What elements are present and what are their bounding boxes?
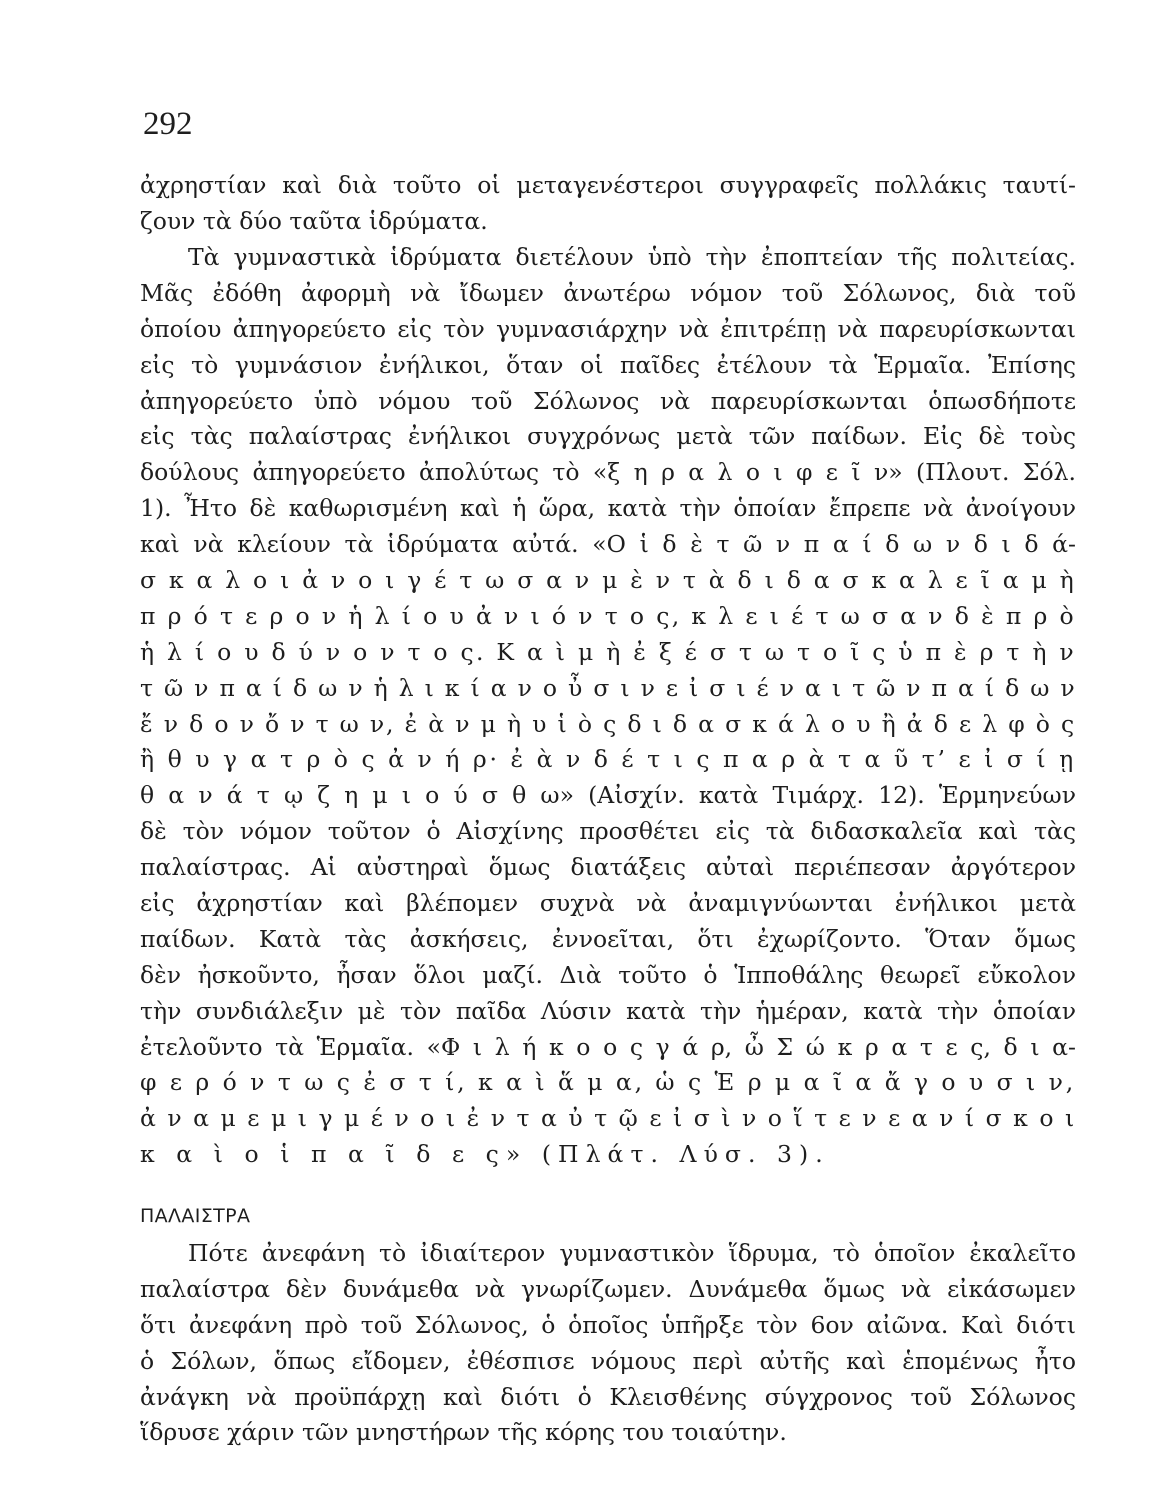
paragraph-palaestra	[140, 1236, 1076, 1451]
text-line: δούλους ἀπηγορεύετο ἀπολύτως τὸ «ξ η ρ α λ ο ι φ ε ῖ ν» (Πλουτ. Σόλ.	[140, 458, 1076, 487]
text-line: καὶ νὰ κλείουν τὰ ἱδρύματα αὐτά. «Ο ἱ δ ὲ τ ῶ ν π α ί δ ω ν δ ι δ ά-	[140, 530, 1076, 559]
text-line: δὲ τὸν νόμον τοῦτον ὁ Αἰσχίνης προσθέτει εἰς τὰ διδασκαλεῖα καὶ τὰς	[140, 817, 1076, 846]
text-line: ἐτελοῦντο τὰ Ἑρμαῖα. «Φ ι λ ή κ ο ο ς γ ά ρ, ὦ Σ ώ κ ρ α τ ε ς, δ ι α-	[140, 1032, 1076, 1061]
text-line: σ κ α λ ο ι ἀ ν ο ι γ έ τ ω σ α ν μ ὲ ν τ ὰ δ ι δ α σ κ α λ ε ῖ α μ ὴ	[140, 566, 1076, 595]
text-line: ἀχρηστίαν καὶ διὰ τοῦτο οἱ μεταγενέστεροι συγγραφεῖς πολλάκις ταυτί-	[140, 171, 1076, 199]
text-line: εἰς τὸ γυμνάσιον ἐνήλικοι, ὅταν οἱ παῖδες ἐτέλουν τὰ Ἑρμαῖα. Ἐπίσης	[140, 350, 1076, 379]
text-line: ζουν τὰ δύο ταῦτα ἱδρύματα.	[140, 206, 488, 235]
section-heading: ΠΑΛΑΙΣΤΡΑ	[140, 1205, 251, 1227]
text-line: Μᾶς ἐδόθη ἀφορμὴ νὰ ἴδωμεν ἀνωτέρω νόμον τοῦ Σόλωνος, διὰ τοῦ	[140, 278, 1076, 307]
page-number: 292	[143, 106, 193, 142]
text-line: φ ε ρ ό ν τ ω ς ἐ σ τ ί, κ α ὶ ἅ μ α, ὡ ς Ἑ ρ μ α ῖ α ἄ γ ο υ σ ι ν,	[140, 1068, 1076, 1097]
text-line: τὴν συνδιάλεξιν μὲ τὸν παῖδα Λύσιν κατὰ τὴν ἡμέραν, κατὰ τὴν ὁποίαν	[140, 996, 1076, 1025]
text-line: 1). Ἦτο δὲ καθωρισμένη καὶ ἡ ὥρα, κατὰ τὴν ὁποίαν ἔπρεπε νὰ ἀνοίγουν	[140, 494, 1076, 523]
text-line: ὅτι ἀνεφάνη πρὸ τοῦ Σόλωνος, ὁ ὁποῖος ὑπῆρξε τὸν 6ον αἰῶνα. Καὶ διότι	[140, 1310, 1076, 1339]
text-line: ἔ ν δ ο ν ὄ ν τ ω ν, ἐ ὰ ν μ ὴ υ ἱ ὸ ς δ ι δ α σ κ ά λ ο υ ἢ ἀ δ ε λ φ ὸ ς	[140, 709, 1076, 738]
text-line: Τὰ γυμναστικὰ ἱδρύματα διετέλουν ὑπὸ τὴν ἐποπτείαν τῆς πολιτείας.	[188, 243, 1076, 271]
text-line: ὁποίου ἀπηγορεύετο εἰς τὸν γυμνασιάρχην νὰ ἐπιτρέπῃ νὰ παρευρίσκωνται	[140, 314, 1076, 343]
text-line: ὁ Σόλων, ὅπως εἴδομεν, ἐθέσπισε νόμους περὶ αὐτῆς καὶ ἑπομένως ἦτο	[140, 1346, 1076, 1375]
text-line: κ α ὶ ο ἱ π α ῖ δ ε ς» (Πλάτ. Λύσ. 3).	[140, 1140, 830, 1169]
paragraph-continuation	[140, 168, 1076, 240]
text-line: Πότε ἀνεφάνη τὸ ἰδιαίτερον γυμναστικὸν ἵδρυμα, τὸ ὁποῖον ἐκαλεῖτο	[188, 1239, 1076, 1267]
text-line: εἰς ἀχρηστίαν καὶ βλέπομεν συχνὰ νὰ ἀναμιγνύωνται ἐνήλικοι μετὰ	[140, 889, 1076, 918]
text-line: ἵδρυσε χάριν τῶν μνηστήρων τῆς κόρης του τοιαύτην.	[140, 1418, 787, 1447]
text-line: θ α ν ά τ ῳ ζ η μ ι ο ύ σ θ ω» (Αἰσχίν. κατὰ Τιμάρχ. 12). Ἑρμηνεύων	[140, 781, 1076, 810]
text-line: εἰς τὰς παλαίστρας ἐνήλικοι συγχρόνως μετὰ τῶν παίδων. Εἰς δὲ τοὺς	[140, 422, 1076, 451]
text-line: ἀπηγορεύετο ὑπὸ νόμου τοῦ Σόλωνος νὰ παρευρίσκωνται ὁπωσδήποτε	[140, 386, 1076, 415]
text-line: ἢ θ υ γ α τ ρ ὸ ς ἀ ν ή ρ· ἐ ὰ ν δ έ τ ι ς π α ρ ὰ τ α ῦ τ’ ε ἰ σ ί ῃ	[140, 745, 1076, 774]
text-line: ἡ λ ί ο υ δ ύ ν ο ν τ ο ς. Κ α ὶ μ ὴ ἐ ξ έ σ τ ω τ ο ῖ ς ὑ π ὲ ρ τ ὴ ν	[140, 637, 1076, 666]
text-line: παλαίστρας. Αἱ αὐστηραὶ ὅμως διατάξεις αὐταὶ περιέπεσαν ἀργότερον	[140, 853, 1076, 882]
text-line: παίδων. Κατὰ τὰς ἀσκήσεις, ἐννοεῖται, ὅτι ἐχωρίζοντο. Ὅταν ὅμως	[140, 924, 1076, 953]
text-line: παλαίστρα δὲν δυνάμεθα νὰ γνωρίζωμεν. Δυνάμεθα ὅμως νὰ εἰκάσωμεν	[140, 1274, 1076, 1303]
text-line: ἀνάγκη νὰ προϋπάρχῃ καὶ διότι ὁ Κλεισθένης σύγχρονος τοῦ Σόλωνος	[140, 1382, 1076, 1411]
text-line: τ ῶ ν π α ί δ ω ν ἡ λ ι κ ί α ν ο ὖ σ ι ν ε ἰ σ ι έ ν α ι τ ῶ ν π α ί δ ω ν	[140, 673, 1076, 702]
text-line: π ρ ό τ ε ρ ο ν ἡ λ ί ο υ ἀ ν ι ό ν τ ο ς, κ λ ε ι έ τ ω σ α ν δ ὲ π ρ ὸ	[140, 601, 1076, 630]
text-line: ἀ ν α μ ε μ ι γ μ έ ν ο ι ἐ ν τ α ὐ τ ῷ ε ἰ σ ὶ ν ο ἵ τ ε ν ε α ν ί σ κ ο ι	[140, 1104, 1076, 1133]
text-line: δὲν ἠσκοῦντο, ἦσαν ὅλοι μαζί. Διὰ τοῦτο ὁ Ἱπποθάλης θεωρεῖ εὔκολον	[140, 960, 1076, 989]
paragraph-gymnasium-supervision	[140, 240, 1076, 1173]
